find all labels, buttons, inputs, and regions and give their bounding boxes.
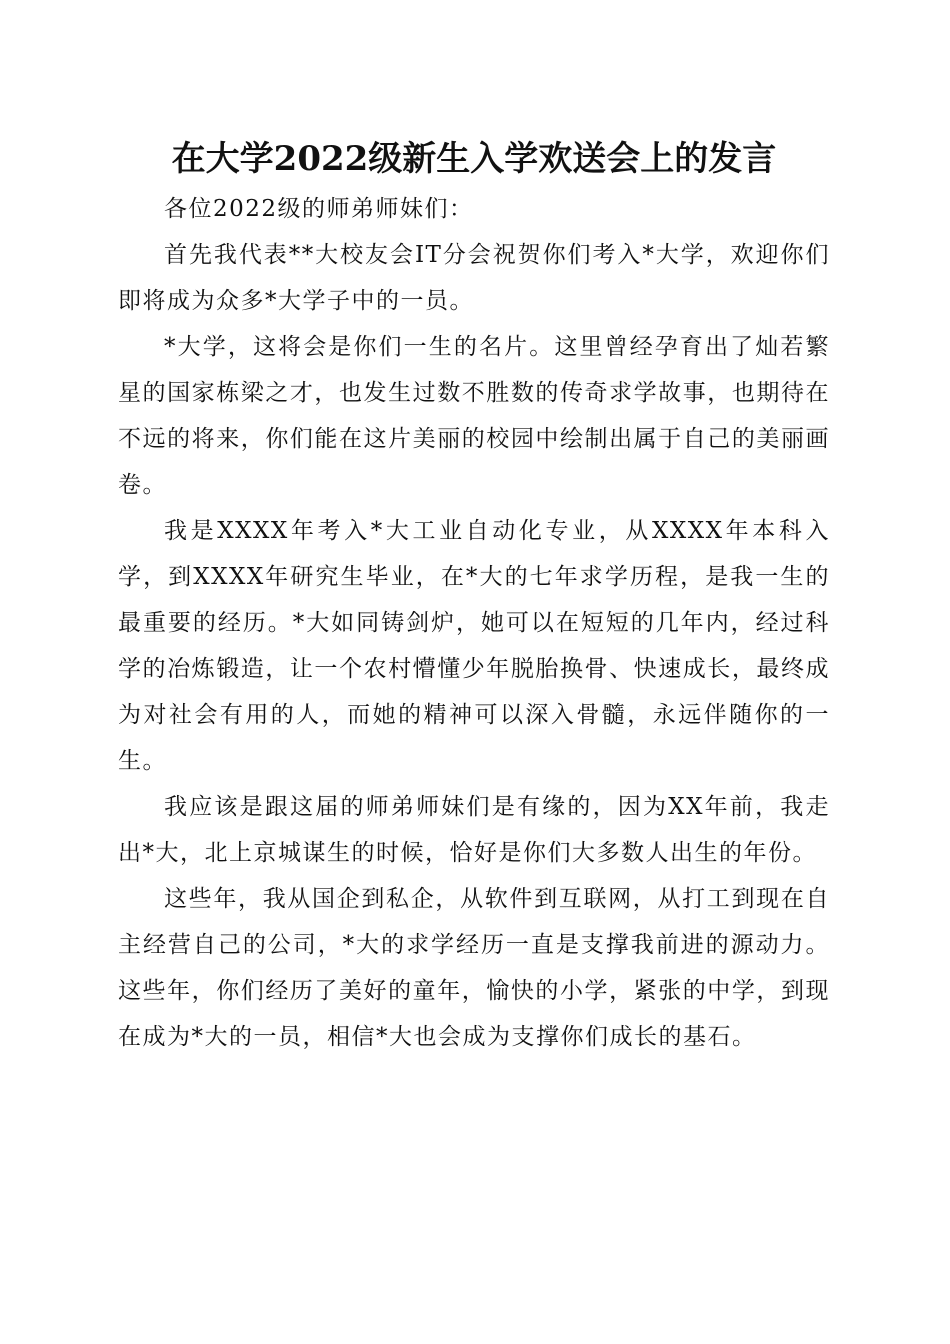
document-page: [118, 132, 830, 1060]
paragraph-personal-history: 我是XXXX年考入*大工业自动化专业，从XXXX年本科入学，到XXXX年研究生毕业，在*大的七年求学历程，是我一生的最重要的经历。*大如同铸剑炉，她可以在短短的几年内，经过科学的冶炼锻造，让一个农村懵懂少年脱胎换骨、快速成长，最终成为对社会有用的人，而她的精神可以深入骨髓，永远伴随你的一生。: [118, 518, 830, 774]
paragraph-career: 这些年，我从国企到私企，从软件到互联网，从打工到现在自主经营自己的公司，*大的求学经历一直是支撑我前进的源动力。这些年，你们经历了美好的童年，愉快的小学，紧张的中学，到现在成为*大的一员，相信*大也会成为支撑你们成长的基石。: [118, 886, 830, 1050]
document-title: 在大学2022级新生入学欢送会上的发言: [171, 139, 777, 179]
paragraph-greeting: 各位2022级的师弟师妹们：: [164, 196, 474, 222]
paragraph-congratulations: 首先我代表**大校友会IT分会祝贺你们考入*大学，欢迎你们即将成为众多*大学子中的一员。: [118, 242, 830, 314]
paragraph-university-card: *大学，这将会是你们一生的名片。这里曾经孕育出了灿若繁星的国家栋梁之才，也发生过数不胜数的传奇求学故事，也期待在不远的将来，你们能在这片美丽的校园中绘制出属于自己的美丽画卷。: [118, 334, 830, 498]
paragraph-connection: 我应该是跟这届的师弟师妹们是有缘的，因为XX年前，我走出*大，北上京城谋生的时候，恰好是你们大多数人出生的年份。: [118, 794, 830, 866]
